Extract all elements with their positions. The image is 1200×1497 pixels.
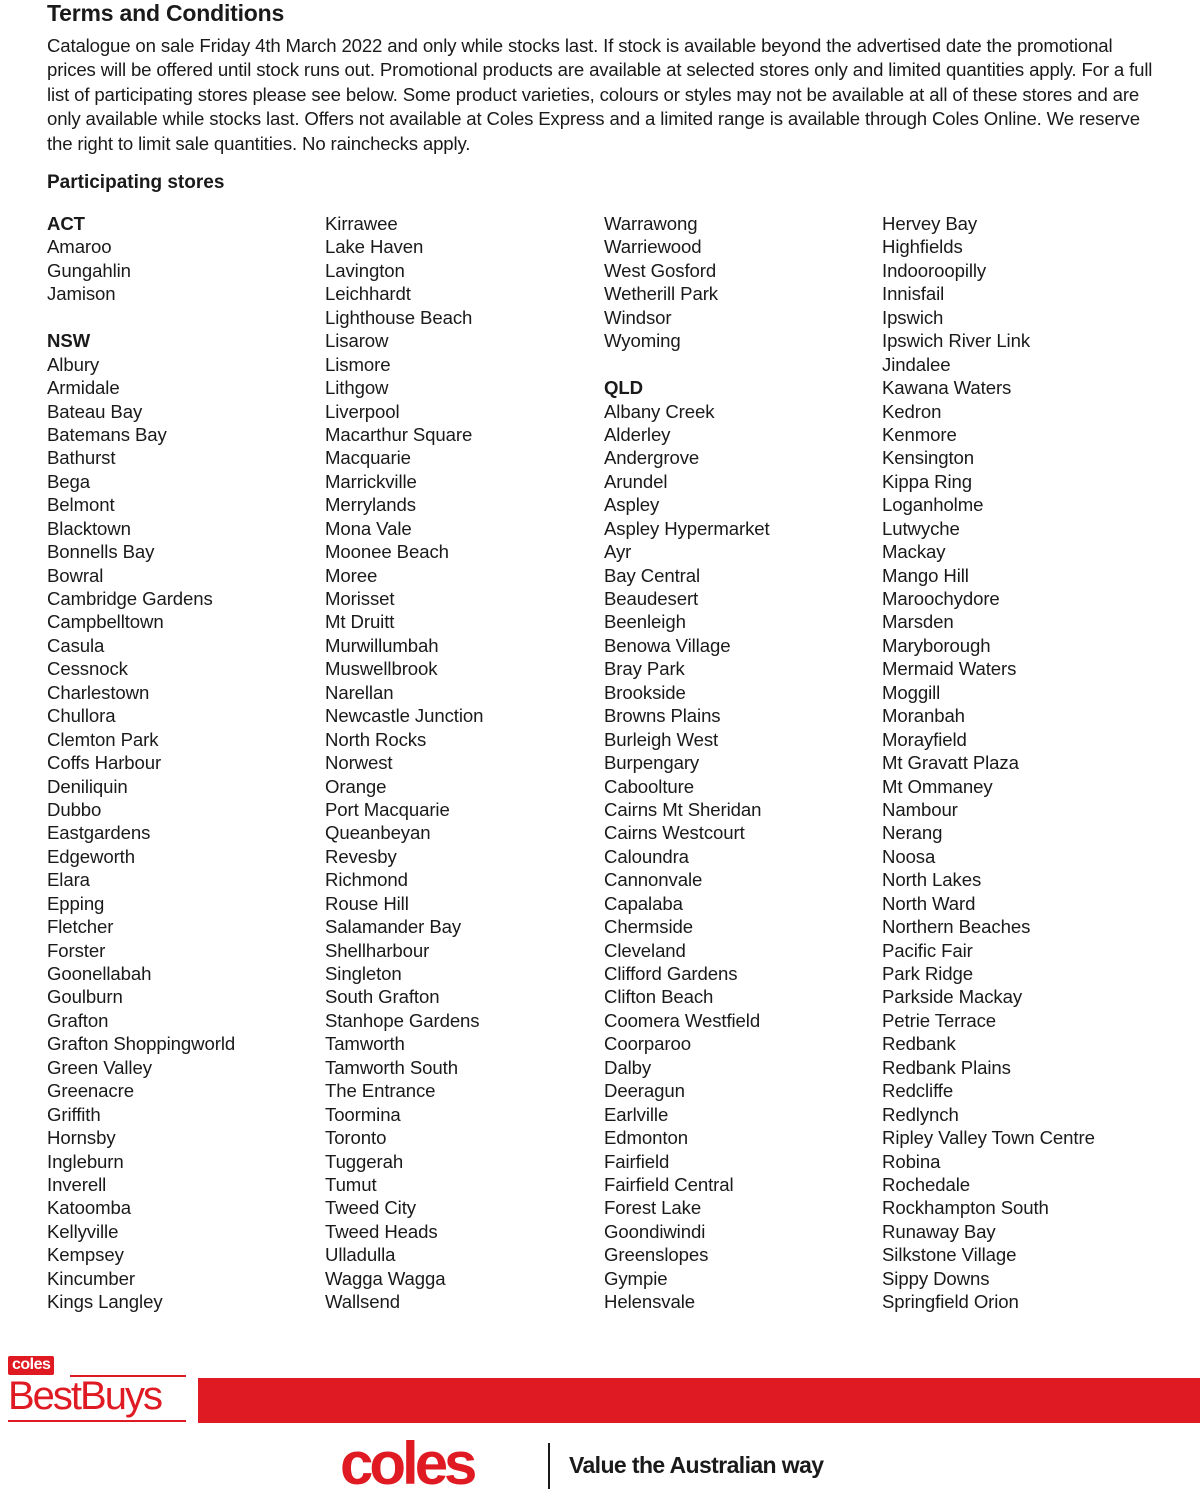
- store-name: Muswellbrook: [325, 658, 438, 680]
- store-name: Kings Langley: [47, 1291, 163, 1313]
- store-name: Runaway Bay: [882, 1220, 996, 1242]
- store-name: Brookside: [604, 681, 686, 703]
- store-name: Moranbah: [882, 705, 965, 727]
- store-name: North Ward: [882, 892, 976, 914]
- store-name: Kempsey: [47, 1244, 124, 1266]
- store-name: Grafton Shoppingworld: [47, 1033, 236, 1055]
- store-name: Windsor: [604, 306, 672, 328]
- store-name: Beaudesert: [604, 588, 699, 609]
- store-name: Singleton: [325, 963, 402, 984]
- participating-stores-heading: Participating stores: [47, 172, 225, 193]
- store-name: Redlynch: [882, 1103, 959, 1125]
- store-name: Parkside Mackay: [882, 986, 1023, 1008]
- store-name: Moonee Beach: [325, 541, 449, 563]
- store-name: Nerang: [882, 822, 943, 844]
- store-name: Campbelltown: [47, 611, 164, 633]
- store-name: Inverell: [47, 1173, 107, 1195]
- store-name: Clifton Beach: [604, 986, 714, 1008]
- store-name: Northern Beaches: [882, 916, 1031, 938]
- store-name: Ulladulla: [325, 1244, 396, 1266]
- store-name: Albany Creek: [604, 400, 715, 422]
- store-name: North Rocks: [325, 728, 427, 750]
- store-name: Merrylands: [325, 494, 416, 516]
- store-name: Shellharbour: [325, 939, 430, 961]
- store-name: Lutwyche: [882, 517, 960, 539]
- store-name: Wetherill Park: [604, 283, 718, 305]
- footer-divider: [548, 1443, 550, 1489]
- store-name: Wagga Wagga: [325, 1267, 446, 1289]
- store-name: Springfield Orion: [882, 1291, 1019, 1313]
- store-name: Casula: [47, 634, 105, 656]
- store-name: Bray Park: [604, 658, 685, 680]
- store-name: Park Ridge: [882, 963, 973, 984]
- store-name: Deeragun: [604, 1080, 685, 1102]
- store-name: Griffith: [47, 1103, 101, 1125]
- store-name: Arundel: [604, 470, 668, 492]
- store-name: Goonellabah: [47, 963, 152, 984]
- store-name: Jamison: [47, 283, 116, 305]
- store-name: Silkstone Village: [882, 1244, 1017, 1266]
- store-name: Mt Druitt: [325, 611, 395, 633]
- store-name: Tweed Heads: [325, 1220, 438, 1242]
- store-name: Belmont: [47, 494, 115, 516]
- coles-bestbuys-logo: [8, 1356, 186, 1426]
- store-name: Leichhardt: [325, 283, 411, 305]
- store-name: Lighthouse Beach: [325, 306, 473, 328]
- store-name: Capalaba: [604, 892, 683, 914]
- store-name: Mt Ommaney: [882, 775, 993, 797]
- store-name: Kirrawee: [325, 213, 398, 234]
- store-name: Goondiwindi: [604, 1220, 706, 1242]
- store-name: Nambour: [882, 798, 958, 820]
- store-name: Batemans Bay: [47, 423, 167, 445]
- store-name: Highfields: [882, 236, 963, 258]
- store-column-1: [47, 212, 317, 1314]
- store-name: Cairns Westcourt: [604, 822, 745, 844]
- store-name: Cessnock: [47, 658, 128, 680]
- column-spacer: [47, 306, 317, 329]
- store-name: Cambridge Gardens: [47, 588, 213, 609]
- store-name: Hornsby: [47, 1127, 116, 1149]
- store-name: Coorparoo: [604, 1033, 691, 1055]
- store-name: Elara: [47, 869, 90, 891]
- store-name: Redbank Plains: [882, 1056, 1011, 1078]
- store-name: Edgeworth: [47, 845, 135, 867]
- store-name: Liverpool: [325, 400, 400, 422]
- page-title: Terms and Conditions: [47, 0, 285, 26]
- store-name: Bonnells Bay: [47, 541, 155, 563]
- store-name: Deniliquin: [47, 775, 128, 797]
- store-name: Ipswich: [882, 306, 944, 328]
- store-name: Bathurst: [47, 447, 116, 469]
- store-name: Robina: [882, 1150, 941, 1172]
- store-name: Noosa: [882, 845, 936, 867]
- store-name: Clemton Park: [47, 728, 159, 750]
- store-name: Macquarie: [325, 447, 411, 469]
- store-name: Chermside: [604, 916, 694, 938]
- store-name: Moree: [325, 564, 378, 586]
- store-name: Aspley Hypermarket: [604, 517, 770, 539]
- store-name: Mango Hill: [882, 564, 969, 586]
- store-name: Marsden: [882, 611, 954, 633]
- state-heading: QLD: [604, 377, 643, 399]
- store-name: Lithgow: [325, 377, 389, 399]
- column-spacer: [604, 353, 874, 376]
- store-name: Stanhope Gardens: [325, 1009, 480, 1031]
- store-name: Redcliffe: [882, 1080, 954, 1102]
- store-name: Bowral: [47, 564, 104, 586]
- store-name: Tweed City: [325, 1197, 416, 1219]
- store-name: Salamander Bay: [325, 916, 462, 938]
- store-name: Epping: [47, 892, 105, 914]
- store-name: Tuggerah: [325, 1150, 404, 1172]
- store-name: Grafton: [47, 1009, 109, 1031]
- state-heading: ACT: [47, 213, 85, 234]
- footer-tagline: Value the Australian way: [569, 1452, 824, 1478]
- store-name: Helensvale: [604, 1291, 695, 1313]
- store-name: Blacktown: [47, 517, 131, 539]
- store-name: Benowa Village: [604, 634, 731, 656]
- store-column-3: [604, 212, 874, 1314]
- store-name: Richmond: [325, 869, 408, 891]
- store-name: Ripley Valley Town Centre: [882, 1127, 1095, 1149]
- store-name: Kedron: [882, 400, 942, 422]
- store-name: Kenmore: [882, 423, 957, 445]
- store-name: Jindalee: [882, 353, 951, 375]
- store-name: Queanbeyan: [325, 822, 431, 844]
- store-name: Indooroopilly: [882, 259, 987, 281]
- store-name: Newcastle Junction: [325, 705, 484, 727]
- store-name: Toormina: [325, 1103, 401, 1125]
- store-name: Green Valley: [47, 1056, 152, 1078]
- store-name: Pacific Fair: [882, 939, 973, 961]
- store-name: Lake Haven: [325, 236, 424, 258]
- store-name: Lisarow: [325, 330, 389, 352]
- store-name: Moggill: [882, 681, 941, 703]
- store-name: Morayfield: [882, 728, 967, 750]
- store-column-2: [325, 212, 595, 1314]
- store-name: Eastgardens: [47, 822, 151, 844]
- store-name: Rockhampton South: [882, 1197, 1049, 1219]
- store-name: Cairns Mt Sheridan: [604, 798, 762, 820]
- store-name: Beenleigh: [604, 611, 686, 633]
- store-name: Port Macquarie: [325, 798, 450, 820]
- store-name: South Grafton: [325, 986, 440, 1008]
- store-name: Earlville: [604, 1103, 669, 1125]
- store-name: Tamworth: [325, 1033, 405, 1055]
- store-name: Cannonvale: [604, 869, 703, 891]
- store-name: Warrawong: [604, 213, 698, 234]
- store-name: Maroochydore: [882, 588, 1000, 609]
- store-name: Burleigh West: [604, 728, 719, 750]
- store-name: Gungahlin: [47, 259, 131, 281]
- store-name: Murwillumbah: [325, 634, 439, 656]
- store-name: Morisset: [325, 588, 395, 609]
- bestbuys-coles-badge: coles: [8, 1356, 54, 1375]
- store-name: Alderley: [604, 423, 671, 445]
- store-name: Maryborough: [882, 634, 991, 656]
- store-name: Kellyville: [47, 1220, 119, 1242]
- store-name: Bay Central: [604, 564, 701, 586]
- store-name: Rouse Hill: [325, 892, 409, 914]
- store-name: Warriewood: [604, 236, 702, 258]
- store-name: Charlestown: [47, 681, 150, 703]
- store-name: Kippa Ring: [882, 470, 972, 492]
- store-name: Lismore: [325, 353, 391, 375]
- store-name: Mt Gravatt Plaza: [882, 752, 1019, 774]
- store-name: Gympie: [604, 1267, 668, 1289]
- store-name: Armidale: [47, 377, 120, 399]
- store-name: Clifford Gardens: [604, 963, 738, 984]
- store-name: Tamworth South: [325, 1056, 458, 1078]
- store-name: The Entrance: [325, 1080, 436, 1102]
- store-name: Forster: [47, 939, 106, 961]
- store-name: Mackay: [882, 541, 946, 563]
- store-name: West Gosford: [604, 259, 717, 281]
- store-name: Forest Lake: [604, 1197, 702, 1219]
- store-name: Burpengary: [604, 752, 700, 774]
- store-name: Andergrove: [604, 447, 700, 469]
- store-name: Orange: [325, 775, 387, 797]
- coles-logo: coles: [340, 1430, 474, 1497]
- store-column-4: [882, 212, 1152, 1314]
- store-name: Bega: [47, 470, 91, 492]
- store-name: Loganholme: [882, 494, 984, 516]
- store-name: Fairfield: [604, 1150, 670, 1172]
- store-name: Dubbo: [47, 798, 102, 820]
- store-name: Wallsend: [325, 1291, 400, 1313]
- store-name: Ipswich River Link: [882, 330, 1031, 352]
- store-name: Bateau Bay: [47, 400, 143, 422]
- store-name: Kawana Waters: [882, 377, 1012, 399]
- store-name: Norwest: [325, 752, 393, 774]
- store-name: Greenslopes: [604, 1244, 709, 1266]
- store-name: Marrickville: [325, 470, 417, 492]
- store-name: Toronto: [325, 1127, 387, 1149]
- store-name: Browns Plains: [604, 705, 721, 727]
- terms-body: Catalogue on sale Friday 4th March 2022 and only while stocks last. If stock is available beyond the advertised date the promotional prices will be offered until stock runs out. Promotional products are available at selected stores only and limited quantities apply. For a full list of participating stores please see below. Some product varieties, colours or styles may not be available at all of these stores and are only available while stocks last. Offers not available at Coles Express and a limited range is available through Coles Online. We reserve the right to limit sale quantities. No rainchecks apply.: [47, 35, 1153, 154]
- store-name: Kincumber: [47, 1267, 135, 1289]
- store-name: Fletcher: [47, 916, 114, 938]
- store-name: Petrie Terrace: [882, 1009, 997, 1031]
- store-name: Coomera Westfield: [604, 1009, 761, 1031]
- bestbuys-wordmark: BestBuys: [8, 1374, 161, 1418]
- store-name: Amaroo: [47, 236, 112, 258]
- store-name: Ayr: [604, 541, 632, 563]
- store-name: Aspley: [604, 494, 660, 516]
- store-name: Redbank: [882, 1033, 956, 1055]
- store-name: Goulburn: [47, 986, 123, 1008]
- store-name: Fairfield Central: [604, 1173, 734, 1195]
- store-name: Coffs Harbour: [47, 752, 162, 774]
- bestbuys-underline: [8, 1420, 186, 1422]
- store-name: North Lakes: [882, 869, 982, 891]
- store-name: Hervey Bay: [882, 213, 978, 234]
- store-name: Lavington: [325, 259, 405, 281]
- store-name: Sippy Downs: [882, 1267, 990, 1289]
- store-name: Kensington: [882, 447, 975, 469]
- store-name: Narellan: [325, 681, 394, 703]
- footer-red-bar: [198, 1378, 1200, 1423]
- store-name: Chullora: [47, 705, 116, 727]
- store-name: Innisfail: [882, 283, 945, 305]
- store-name: Mermaid Waters: [882, 658, 1017, 680]
- store-name: Caloundra: [604, 845, 689, 867]
- store-name: Mona Vale: [325, 517, 412, 539]
- store-name: Tumut: [325, 1173, 377, 1195]
- store-name: Rochedale: [882, 1173, 971, 1195]
- store-name: Revesby: [325, 845, 397, 867]
- store-name: Edmonton: [604, 1127, 688, 1149]
- store-name: Cleveland: [604, 939, 686, 961]
- state-heading: NSW: [47, 330, 91, 352]
- store-name: Katoomba: [47, 1197, 131, 1219]
- store-name: Albury: [47, 353, 100, 375]
- store-name: Wyoming: [604, 330, 681, 352]
- store-name: Dalby: [604, 1056, 652, 1078]
- store-name: Ingleburn: [47, 1150, 124, 1172]
- store-name: Caboolture: [604, 775, 694, 797]
- store-name: Macarthur Square: [325, 423, 473, 445]
- store-name: Greenacre: [47, 1080, 134, 1102]
